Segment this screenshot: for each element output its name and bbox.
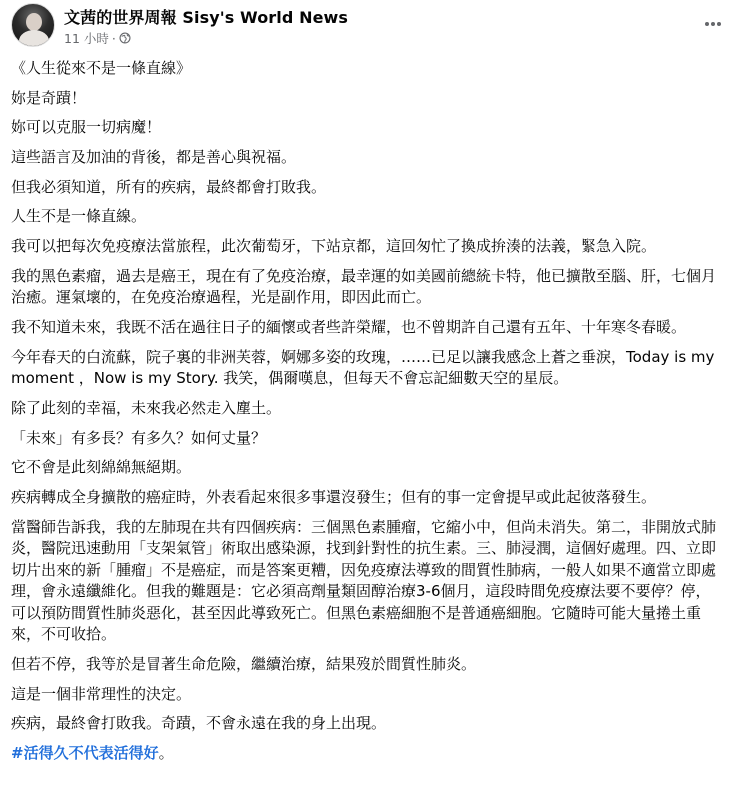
post-paragraph: 這是一個非常理性的決定。 (11, 684, 192, 703)
post-paragraph: 除了此刻的幸福，未來我必然走入塵土。 (11, 398, 282, 417)
post-paragraph: 「未來」有多長？有多久？如何丈量？ (11, 428, 267, 447)
hashtag-paragraph (11, 743, 723, 765)
meta-separator: · (111, 30, 116, 46)
hashtag-suffix: 。 (158, 743, 174, 762)
post-paragraph: 妳可以克服一切病魔！ (11, 118, 162, 137)
page-name-link[interactable]: 文茜的世界周報 Sisy's World News (64, 8, 349, 27)
post-paragraph: 人生不是一條直線。 (11, 207, 147, 226)
hashtag-link[interactable]: #活得久不代表活得好 (11, 743, 159, 762)
post-paragraph: 《人生從來不是一條直線》 (11, 59, 192, 77)
post-paragraph: 我可以把每次免疫療法當旅程，此次葡萄牙，下站京都，這回匆忙了換成拚湊的法義，緊急入院。 (11, 237, 657, 256)
post-paragraph: 當醫師告訴我，我的左肺現在共有四個疾病：三個黑色素腫瘤，它縮小中，但尚未消失。第二，非開放式肺炎，醫院迅速動用「支架氣管」術取出感染源，找到針對性的抗生素。三、肺浸潤，這個好處理。四、立即切片出來的新「腫瘤」不是癌症，而是答案更糟，因免疫療法導致的間質性肺病，一般人如果不適當立即處理，會永遠纖維化。但我的難題是：它必須高劑量類固醇治療3-6個月，這段時間免疫療法要不要停？停，可以預防間質性肺炎惡化，甚至因此導致死亡。但黑色素癌細胞不是普通癌細胞。它隨時可能大量捲土重來，不可收拾。 (11, 517, 717, 644)
avatar-face (26, 13, 42, 31)
post-paragraph: 我的黑色素瘤，過去是癌王，現在有了免疫治療，最幸運的如美國前總統卡特，他已擴散至腦、肝，七個月治癒。運氣壞的，在免疫治療過程，光是副作用，即因此而亡。 (11, 266, 717, 307)
page-avatar[interactable] (11, 3, 55, 47)
post-paragraph: 今年春天的白流蘇，院子裏的非洲芙蓉，婀娜多姿的玫瑰，……已足以讓我感念上蒼之垂淚，Today is my moment ，Now is my Story. 我笑，偶爾嘆息，但每天不會忘記細數天空的星辰。 (11, 347, 720, 388)
post-paragraph: 我不知道未來，我既不活在過往日子的緬懷或者些許榮耀，也不曾期許自己還有五年、十年寒冬春暖。 (11, 318, 687, 336)
post-paragraph: 它不會是此刻綿綿無絕期。 (11, 458, 192, 477)
post-body (11, 58, 723, 773)
avatar-body (19, 30, 49, 47)
more-options-button[interactable] (695, 6, 731, 42)
post-paragraph: 但若不停，我等於是冒著生命危險，繼續治療，結果歿於間質性肺炎。 (11, 654, 477, 673)
post-header (11, 2, 733, 50)
post-paragraph: 疾病，最終會打敗我。奇蹟，不會永遠在我的身上出現。 (11, 714, 387, 733)
globe-icon (119, 32, 131, 44)
post-timestamp[interactable]: 11 小時 (64, 31, 109, 46)
post-meta (64, 29, 131, 47)
post-paragraph: 這些語言及加油的背後，都是善心與祝福。 (11, 148, 297, 167)
post-paragraph: 妳是奇蹟！ (11, 88, 87, 107)
post-paragraph: 但我必須知道，所有的疾病，最終都會打敗我。 (11, 177, 327, 196)
post-paragraph: 疾病轉成全身擴散的癌症時，外表看起來很多事還沒發生；但有的事一定會提早或此起彼落發生。 (11, 487, 657, 506)
more-options-icon (703, 14, 723, 34)
